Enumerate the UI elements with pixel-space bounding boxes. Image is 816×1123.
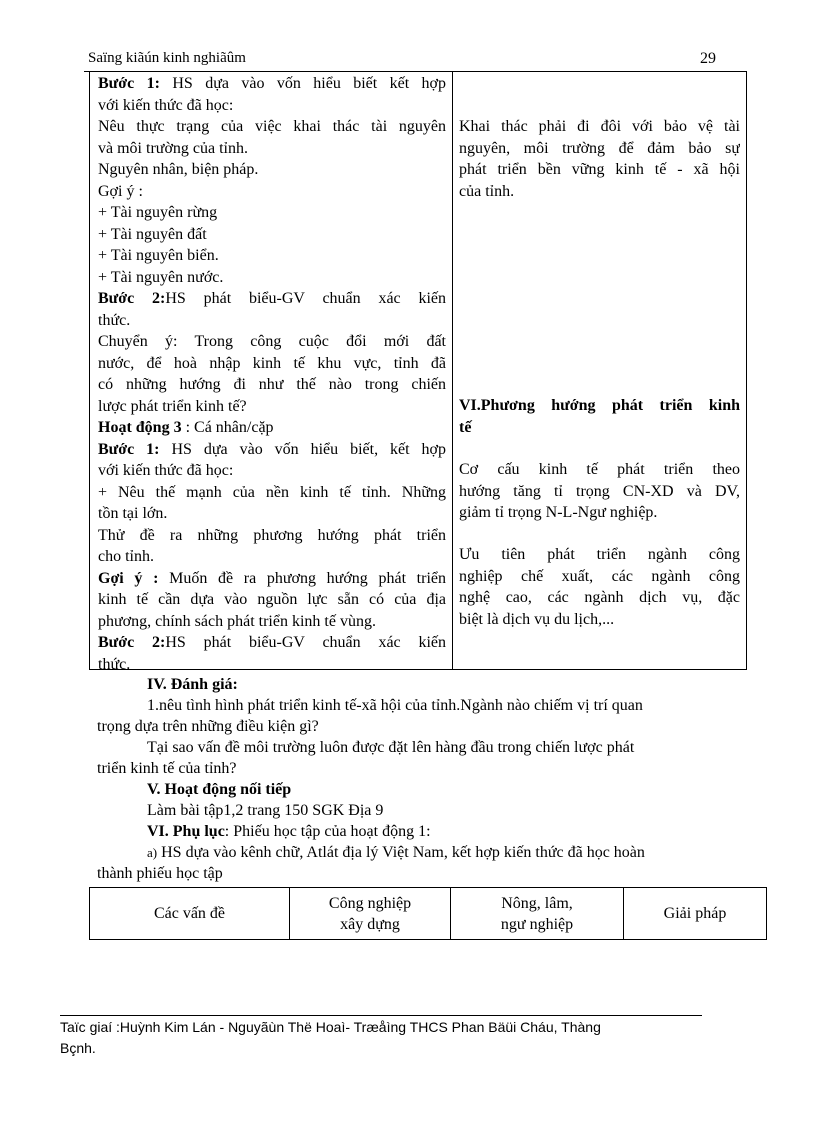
content-line: phát triển bền vững kinh tế - xã hội: [459, 161, 740, 178]
activity-text: Muốn đề ra phương hướng phát triển: [158, 569, 446, 587]
page-number: 29: [700, 50, 716, 67]
activity-label: Bước 1:: [98, 440, 160, 458]
activity-line: Nguyên nhân, biện pháp.: [98, 161, 259, 178]
activity-line: cho tỉnh.: [98, 548, 154, 565]
content-line: nghiệp chế xuất, các ngành công: [459, 567, 740, 585]
activity-text: HS dựa vào vốn hiểu biết kết hợp: [159, 75, 446, 92]
header-title: Saïng kiãún kinh nghiãûm: [88, 50, 246, 66]
activity-line: [98, 439, 446, 461]
content-line: Cơ cấu kinh tế phát triển theo: [459, 461, 740, 478]
activity-line: Gợi ý :: [98, 182, 143, 200]
activity-text: HS phát biểu-GV chuẩn xác kiến: [165, 290, 446, 307]
activity-line: Thử đề ra những phương hướng phát triển: [98, 526, 446, 544]
content-line: hướng tăng tỉ trọng CN-XD và DV,: [459, 482, 740, 500]
activity-line: [98, 632, 446, 654]
heading-line: tế: [459, 418, 472, 436]
activity-line: với kiến thức đã học:: [98, 96, 234, 114]
worksheet-table: [89, 887, 767, 940]
appendix-heading-line: [97, 821, 758, 842]
content-line: biệt là dịch vụ du lịch,...: [459, 610, 615, 628]
content-line: của tỉnh.: [459, 182, 515, 200]
footer-rule: [60, 1015, 702, 1016]
activity-line: Chuyển ý: Trong công cuộc đổi mới đất: [98, 333, 446, 350]
activity-line: thức.: [98, 655, 131, 673]
activity-line: có những hướng đi như thế nào trong chiến: [98, 376, 446, 393]
activity-text: HS phát biểu-GV chuẩn xác kiến: [165, 634, 446, 651]
worksheet-header-solutions: Giải pháp: [663, 905, 727, 922]
item-a-text: HS dựa vào kênh chữ, Atlát địa lý Việt Nam, kết hợp kiến thức đã học hoàn: [157, 844, 645, 861]
activity-line: + Tài nguyên đất: [98, 225, 207, 243]
activity-line: thức.: [98, 311, 131, 329]
evaluation-heading: IV. Đánh giá:: [147, 676, 238, 693]
worksheet-header-issues: Các vấn đề: [90, 888, 290, 939]
activity-line: [98, 73, 446, 95]
item-marker: a): [147, 845, 158, 860]
followup-text: Làm bài tập1,2 trang 150 SGK Địa 9: [147, 802, 384, 819]
header-line: Nông, lâm,: [501, 894, 573, 912]
appendix-heading-rest: : Phiếu học tập của hoạt động 1:: [224, 823, 431, 840]
content-line: nguyên, môi trường để đảm bảo sự: [459, 139, 740, 157]
footer-line-1: Taïc giaí :Huỳnh Kim Lán - Nguyãùn Thë Hoaì- Træåìng THCS Phan Bäüi Cháu, Thàng: [60, 1019, 601, 1035]
activity-label: Bước 1:: [98, 75, 160, 92]
worksheet-header-industry: [290, 888, 451, 939]
worksheet-header-agriculture: [451, 888, 624, 939]
activity-line: + Tài nguyên biển.: [98, 247, 219, 264]
activity-line: tồn tại lớn.: [98, 505, 168, 522]
column-divider: [452, 72, 453, 669]
question-1-line-2: trọng dựa trên những điều kiện gì?: [97, 718, 319, 735]
heading-line: VI.Phương hướng phát triển kinh: [459, 397, 740, 414]
activity-line: kinh tế cần dựa vào nguồn lực sẵn có của địa: [98, 591, 446, 608]
appendix-item-a-line-1: [97, 842, 758, 863]
content-block-priorities: [459, 544, 740, 630]
activity-line: Nêu thực trạng của việc khai thác tài nguyên: [98, 118, 446, 135]
activity-line: + Tài nguyên rừng: [98, 204, 218, 221]
section-heading-direction: [459, 395, 740, 438]
content-column: [459, 72, 740, 669]
activity-line: [98, 417, 446, 439]
followup-heading: V. Hoạt động nối tiếp: [147, 781, 292, 798]
question-1-line-1: 1.nêu tình hình phát triển kinh tế-xã hội của tỉnh.Ngành nào chiếm vị trí quan: [147, 697, 643, 714]
content-block-resources: [459, 116, 740, 202]
appendix-heading: VI. Phụ lục: [147, 823, 225, 840]
page-header: [88, 48, 716, 70]
content-line: Ưu tiên phát triển ngành công: [459, 546, 740, 563]
content-line: Khai thác phải đi đôi với bảo vệ tài: [459, 118, 740, 135]
lesson-table: [89, 71, 747, 673]
appendix-item-a-line-2: thành phiếu học tập: [97, 865, 223, 882]
activity-label: Gợi ý :: [98, 569, 159, 587]
content-block-structure: [459, 459, 740, 524]
activity-text: HS dựa vào vốn hiểu biết, kết hợp: [159, 440, 446, 458]
activity-line: với kiến thức đã học:: [98, 462, 234, 479]
header-line: ngư nghiệp: [500, 915, 574, 933]
activity-label: Bước 2:: [98, 290, 166, 307]
activity-line: + Tài nguyên nước.: [98, 268, 224, 286]
content-line: giảm tỉ trọng N-L-Ngư nghiệp.: [459, 504, 658, 521]
content-line: nghệ cao, các ngành dịch vụ, đặc: [459, 589, 740, 606]
activity-line: [98, 288, 446, 310]
lesson-body: [97, 674, 758, 884]
activity-label: Hoạt động 3: [98, 419, 182, 436]
activities-column: [98, 73, 446, 675]
page-footer: [60, 1017, 702, 1059]
activity-label: Bước 2:: [98, 634, 166, 651]
activity-line: [98, 568, 446, 590]
question-2-line-2: triển kinh tế của tỉnh?: [97, 760, 237, 777]
header-line: Công nghiệp: [328, 894, 412, 912]
activity-line: lược phát triển kinh tế?: [98, 397, 247, 415]
activity-line: phương, chính sách phát triển kinh tế vùng.: [98, 612, 376, 630]
activity-line: và môi trường của tỉnh.: [98, 139, 248, 157]
activity-text: : Cá nhân/cặp: [181, 419, 274, 436]
activity-line: + Nêu thế mạnh của nền kinh tế tỉnh. Những: [98, 483, 446, 501]
footer-line-2: Bçnh.: [60, 1040, 96, 1056]
question-2-line-1: Tại sao vấn đề môi trường luôn được đặt lên hàng đầu trong chiến lược phát: [147, 739, 635, 756]
header-line: xây dựng: [340, 915, 400, 933]
activity-line: nước, để hoà nhập kinh tế khu vực, tỉnh đã: [98, 354, 446, 372]
